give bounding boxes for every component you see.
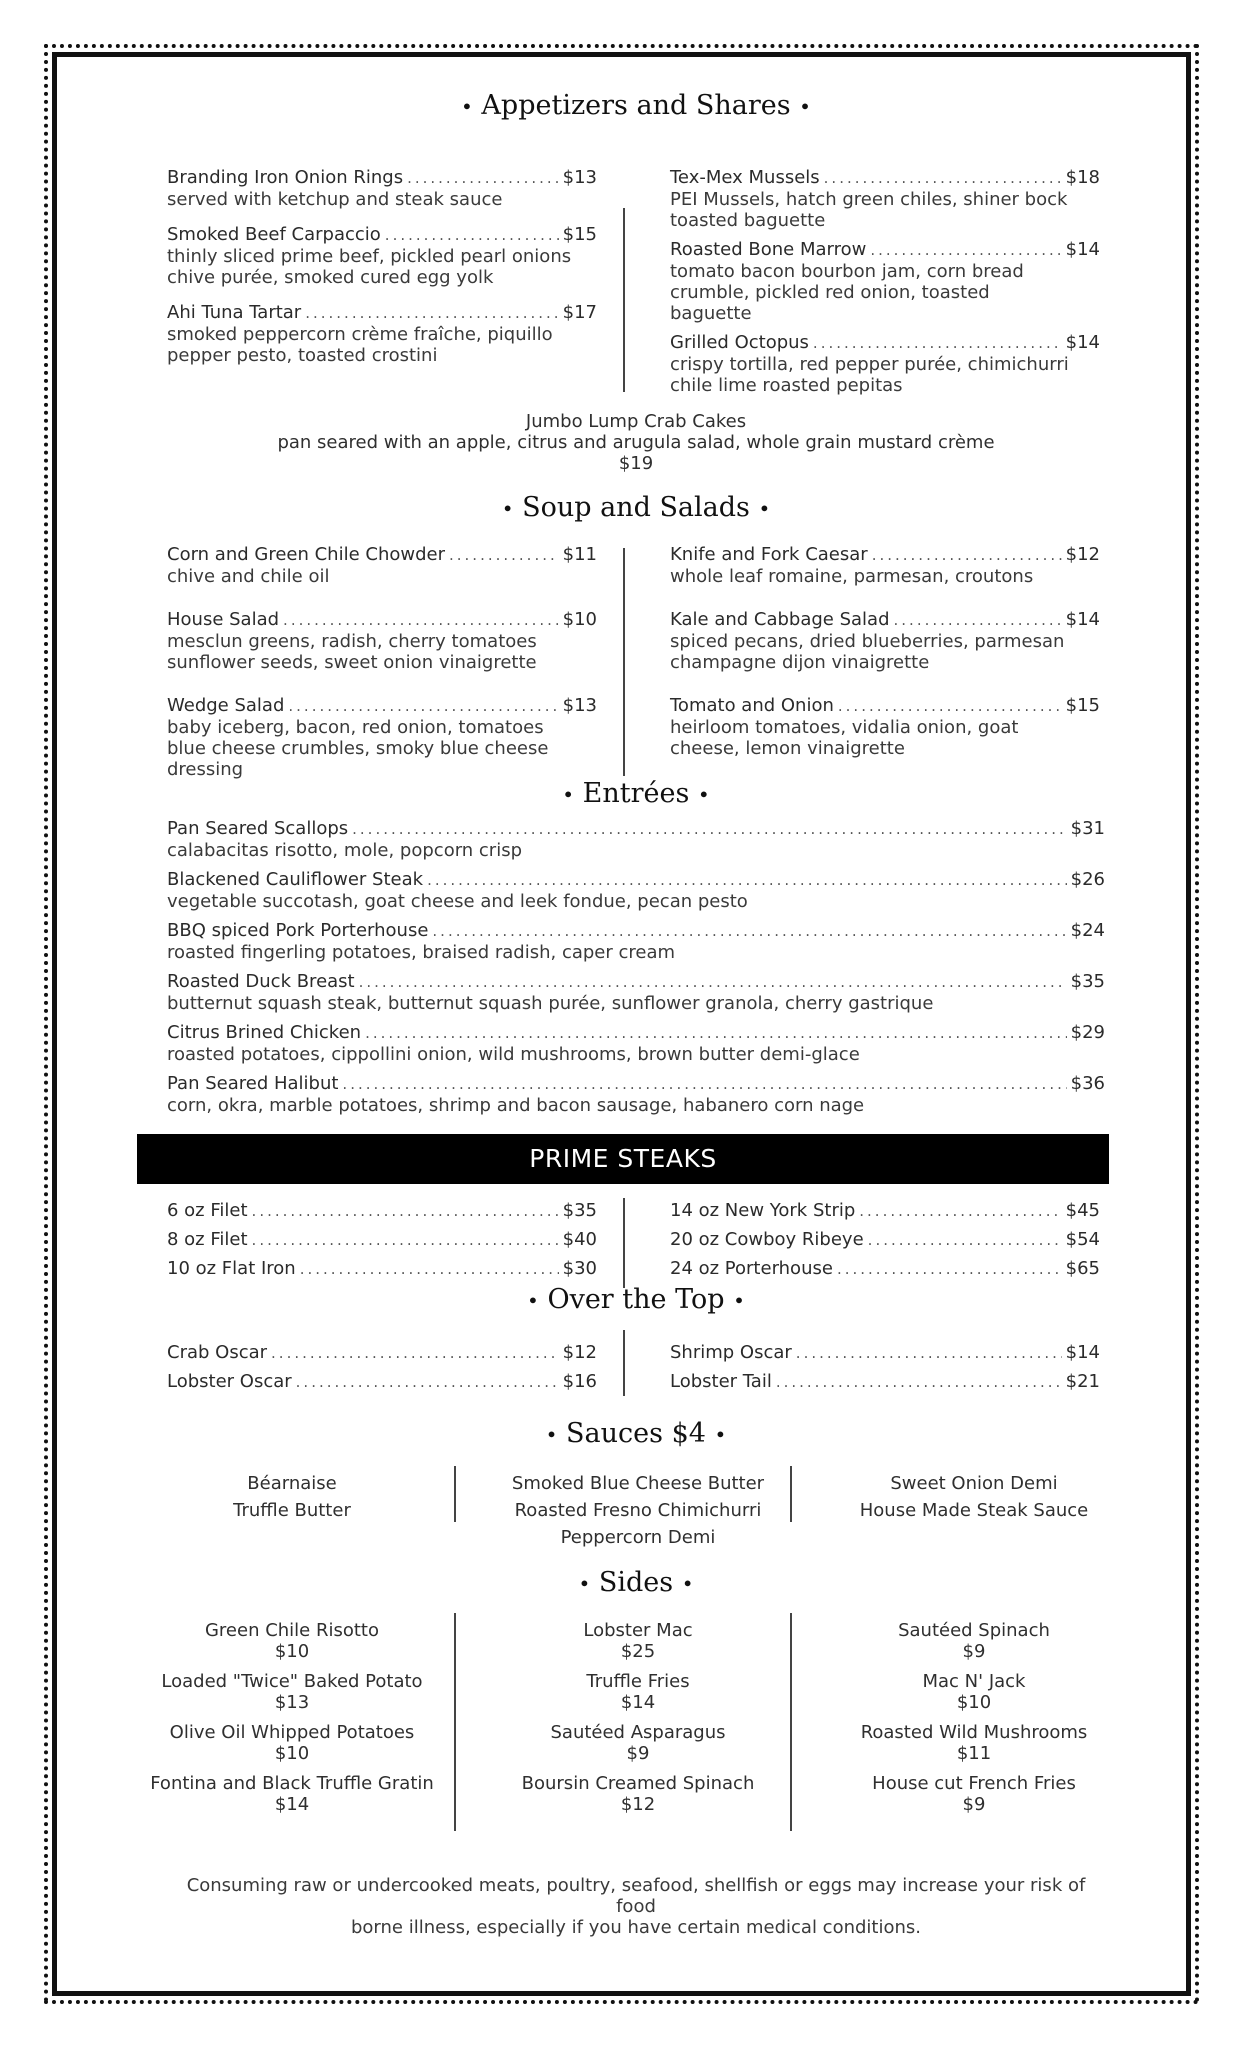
section-title-over-the-top: • Over the Top •: [527, 1284, 745, 1315]
menu-item: [167, 869, 1105, 912]
item-name: Smoked Beef Carpaccio: [167, 224, 381, 245]
side-price: $9: [962, 1794, 986, 1815]
menu-item-line: [670, 695, 1100, 717]
dot-leader: [252, 1229, 559, 1251]
item-price: $29: [1070, 1022, 1105, 1043]
item-name: Kale and Cabbage Salad: [670, 609, 890, 630]
sauce-item: Sweet Onion Demi: [890, 1473, 1058, 1494]
item-name: Branding Iron Onion Rings: [167, 167, 404, 188]
dot-leader: [449, 544, 559, 566]
dot-leader: [365, 1022, 1067, 1044]
section-title-entrees: • Entrées •: [562, 778, 710, 809]
menu-item: [167, 920, 1105, 963]
dot-leader: [305, 302, 558, 324]
item-price: $21: [1065, 1371, 1100, 1392]
item-price: $16: [562, 1371, 597, 1392]
item-price: $15: [1065, 695, 1100, 716]
item-description: mesclun greens, radish, cherry tomatoes: [167, 631, 537, 652]
dot-leader: [872, 544, 1062, 566]
side-name: Sautéed Spinach: [898, 1620, 1050, 1641]
item-description: sunflower seeds, sweet onion vinaigrette: [167, 652, 537, 673]
dot-leader: [252, 1200, 559, 1222]
dot-leader: [283, 609, 559, 631]
menu-item-line: [167, 609, 597, 631]
item-name: Pan Seared Scallops: [167, 818, 349, 839]
menu-item: [670, 609, 1100, 673]
sides-column-2: [483, 1620, 793, 1824]
feature-crab-cakes: [167, 411, 1105, 474]
item-description: baguette: [670, 303, 752, 324]
dot-leader: [813, 332, 1062, 354]
item-price: $12: [562, 1342, 597, 1363]
side-price: $12: [620, 1794, 656, 1815]
menu-item: [670, 332, 1100, 396]
menu-item-line: [167, 818, 1105, 840]
item-price: $12: [1065, 544, 1100, 565]
item-description: dressing: [167, 759, 244, 780]
item-price: $13: [562, 695, 597, 716]
dot-leader: [407, 167, 559, 189]
side-item: [819, 1620, 1129, 1662]
menu-item-line: [670, 1229, 1100, 1251]
menu-item: [670, 695, 1100, 759]
menu-item: [167, 1258, 597, 1280]
item-name: Shrimp Oscar: [670, 1342, 792, 1363]
item-description: chile lime roasted pepitas: [670, 375, 903, 396]
menu-item: [167, 695, 597, 780]
menu-item-line: [670, 1342, 1100, 1364]
item-description: champagne dijon vinaigrette: [670, 652, 930, 673]
item-name: Crab Oscar: [167, 1342, 268, 1363]
menu-item-line: [167, 971, 1105, 993]
dot-leader: [894, 609, 1062, 631]
item-price: $11: [562, 544, 597, 565]
item-price: $18: [1065, 167, 1100, 188]
item-name: Tomato and Onion: [670, 695, 834, 716]
menu-item-line: [670, 1200, 1100, 1222]
menu-item-line: [167, 544, 597, 566]
side-price: $10: [274, 1641, 310, 1662]
item-name: Corn and Green Chile Chowder: [167, 544, 445, 565]
menu-item-line: [670, 239, 1100, 261]
menu-page: [150, 0, 1105, 2048]
item-price: $13: [562, 167, 597, 188]
item-price: $35: [1070, 971, 1105, 992]
side-item: [819, 1773, 1129, 1815]
item-price: $30: [562, 1258, 597, 1279]
item-description: calabacitas risotto, mole, popcorn crisp: [167, 840, 523, 861]
menu-item: [167, 167, 597, 210]
side-name: House cut French Fries: [872, 1773, 1076, 1794]
section-title-sides: • Sides •: [578, 1567, 694, 1598]
side-name: Lobster Mac: [583, 1620, 693, 1641]
side-price: $14: [274, 1794, 310, 1815]
side-item: [483, 1722, 793, 1764]
steaks-right-column: [670, 1200, 1100, 1287]
side-name: Mac N' Jack: [922, 1671, 1026, 1692]
item-description: roasted potatoes, cippollini onion, wild mushrooms, brown butter demi-glace: [167, 1044, 860, 1065]
menu-item-line: [167, 1022, 1105, 1044]
side-item: [483, 1671, 793, 1713]
item-description: smoked peppercorn crème fraîche, piquillo: [167, 324, 553, 345]
menu-item: [670, 1371, 1100, 1393]
menu-item-line: [167, 695, 597, 717]
column-divider: [623, 548, 625, 776]
item-price: $14: [1065, 1342, 1100, 1363]
sauce-item: Smoked Blue Cheese Butter: [511, 1473, 765, 1494]
menu-item: [167, 302, 597, 366]
item-description: tomato bacon bourbon jam, corn bread: [670, 261, 1024, 282]
item-description: chive and chile oil: [167, 566, 330, 587]
item-name: Knife and Fork Caesar: [670, 544, 868, 565]
item-price: $10: [562, 609, 597, 630]
side-price: $10: [274, 1743, 310, 1764]
item-price: $45: [1065, 1200, 1100, 1221]
item-name: Blackened Cauliflower Steak: [167, 869, 424, 890]
menu-item-line: [167, 1073, 1105, 1095]
section-title-soups: • Soup and Salads •: [501, 492, 771, 523]
food-safety-notice: [167, 1875, 1105, 1938]
side-name: Truffle Fries: [586, 1671, 690, 1692]
side-price: $9: [626, 1743, 650, 1764]
sauce-item: Roasted Fresno Chimichurri: [514, 1500, 762, 1521]
dot-leader: [859, 1200, 1061, 1222]
side-name: Loaded "Twice" Baked Potato: [161, 1671, 423, 1692]
menu-item: [167, 544, 597, 587]
side-item: [819, 1722, 1129, 1764]
item-price: $15: [562, 224, 597, 245]
item-price: $36: [1070, 1073, 1105, 1094]
menu-item-line: [167, 167, 597, 189]
item-description: toasted baguette: [670, 210, 826, 231]
side-price: $9: [962, 1641, 986, 1662]
dot-leader: [385, 224, 559, 246]
dot-leader: [776, 1371, 1062, 1393]
item-price: $14: [1065, 609, 1100, 630]
dot-leader: [288, 695, 558, 717]
menu-item: [670, 1229, 1100, 1251]
appetizers-left-column: [167, 167, 597, 380]
dot-leader: [296, 1371, 559, 1393]
side-item: [483, 1773, 793, 1815]
item-price: $65: [1065, 1258, 1100, 1279]
side-item: [483, 1620, 793, 1662]
column-divider: [454, 1466, 456, 1522]
item-name: Roasted Duck Breast: [167, 971, 355, 992]
item-name: BBQ spiced Pork Porterhouse: [167, 920, 429, 941]
menu-item: [167, 1200, 597, 1222]
item-description: crumble, pickled red onion, toasted: [670, 282, 990, 303]
side-item: [137, 1773, 447, 1815]
column-divider: [623, 1198, 625, 1288]
side-name: Green Chile Risotto: [204, 1620, 380, 1641]
sauce-item: House Made Steak Sauce: [859, 1500, 1089, 1521]
prime-steaks-banner: PRIME STEAKS: [137, 1134, 1109, 1184]
item-price: $35: [562, 1200, 597, 1221]
item-name: Ahi Tuna Tartar: [167, 302, 302, 323]
column-divider: [454, 1613, 456, 1831]
item-name: 6 oz Filet: [167, 1200, 248, 1221]
item-price: $54: [1065, 1229, 1100, 1250]
column-divider: [790, 1613, 792, 1831]
item-name: Lobster Oscar: [167, 1371, 292, 1392]
item-name: Citrus Brined Chicken: [167, 1022, 362, 1043]
sauces-column-3: [819, 1470, 1129, 1524]
menu-item: [670, 1200, 1100, 1222]
menu-item: [670, 167, 1100, 231]
menu-item: [167, 818, 1105, 861]
item-name: 10 oz Flat Iron: [167, 1258, 296, 1279]
menu-item: [167, 1229, 597, 1251]
menu-item-line: [167, 224, 597, 246]
side-price: $14: [620, 1692, 656, 1713]
menu-item-line: [670, 609, 1100, 631]
column-divider: [623, 208, 625, 392]
item-name: Lobster Tail: [670, 1371, 772, 1392]
side-name: Roasted Wild Mushrooms: [860, 1722, 1088, 1743]
menu-item: [670, 1342, 1100, 1364]
side-item: [137, 1620, 447, 1662]
menu-item: [167, 1342, 597, 1364]
notice-line: borne illness, especially if you have certain medical conditions.: [350, 1917, 921, 1938]
item-name: Wedge Salad: [167, 695, 285, 716]
item-description: whole leaf romaine, parmesan, croutons: [670, 566, 1034, 587]
side-name: Fontina and Black Truffle Gratin: [150, 1773, 434, 1794]
over-top-right-column: [670, 1342, 1100, 1400]
dot-leader: [824, 167, 1062, 189]
side-price: $10: [956, 1692, 992, 1713]
item-description: crispy tortilla, red pepper purée, chimichurri: [670, 354, 1069, 375]
item-price: $14: [1065, 332, 1100, 353]
item-name: Grilled Octopus: [670, 332, 809, 353]
menu-item-line: [167, 920, 1105, 942]
item-description: chive purée, smoked cured egg yolk: [167, 267, 494, 288]
item-name: Tex-Mex Mussels: [670, 167, 820, 188]
steaks-left-column: [167, 1200, 597, 1287]
item-name: House Salad: [167, 609, 280, 630]
menu-item: [167, 224, 597, 288]
menu-item-line: [167, 1200, 597, 1222]
item-name: Roasted Bone Marrow: [670, 239, 867, 260]
dot-leader: [432, 920, 1066, 942]
sauces-column-2: [483, 1470, 793, 1551]
menu-item-line: [670, 1371, 1100, 1393]
feature-name: Jumbo Lump Crab Cakes: [525, 411, 747, 432]
item-price: $14: [1065, 239, 1100, 260]
notice-line: Consuming raw or undercooked meats, poultry, seafood, shellfish or eggs may increase your risk of food: [186, 1875, 1086, 1917]
dot-leader: [837, 1258, 1062, 1280]
item-price: $24: [1070, 920, 1105, 941]
section-title-appetizers: • Appetizers and Shares •: [461, 90, 811, 121]
sauce-item: Peppercorn Demi: [560, 1527, 716, 1548]
section-title-sauces: • Sauces $4 •: [545, 1418, 727, 1449]
column-divider: [623, 1330, 625, 1396]
sauce-item: Béarnaise: [247, 1473, 337, 1494]
menu-item: [670, 544, 1100, 587]
feature-desc: pan seared with an apple, citrus and arugula salad, whole grain mustard crème: [277, 432, 995, 453]
menu-item-line: [670, 1258, 1100, 1280]
side-name: Sautéed Asparagus: [550, 1722, 726, 1743]
item-name: 24 oz Porterhouse: [670, 1258, 833, 1279]
dot-leader: [300, 1258, 559, 1280]
menu-item-line: [670, 332, 1100, 354]
item-description: served with ketchup and steak sauce: [167, 189, 503, 210]
soups-left-column: [167, 544, 597, 802]
item-description: vegetable succotash, goat cheese and leek fondue, pecan pesto: [167, 891, 748, 912]
entrees-list: [167, 818, 1105, 1124]
menu-item-line: [167, 1371, 597, 1393]
sauces-column-1: [137, 1470, 447, 1524]
item-name: 20 oz Cowboy Ribeye: [670, 1229, 864, 1250]
item-description: pepper pesto, toasted crostini: [167, 345, 438, 366]
side-price: $25: [620, 1641, 656, 1662]
feature-price: $19: [618, 453, 654, 474]
dot-leader: [271, 1342, 559, 1364]
menu-item: [167, 1022, 1105, 1065]
menu-item-line: [167, 1342, 597, 1364]
dot-leader: [870, 239, 1061, 261]
side-price: $11: [956, 1743, 992, 1764]
side-price: $13: [274, 1692, 310, 1713]
menu-item-line: [167, 1258, 597, 1280]
item-description: thinly sliced prime beef, pickled pearl onions: [167, 246, 572, 267]
item-description: butternut squash steak, butternut squash purée, sunflower granola, cherry gastrique: [167, 993, 934, 1014]
side-name: Boursin Creamed Spinach: [521, 1773, 755, 1794]
item-description: roasted fingerling potatoes, braised radish, caper cream: [167, 942, 676, 963]
item-name: Pan Seared Halibut: [167, 1073, 339, 1094]
menu-item-line: [167, 302, 597, 324]
item-description: baby iceberg, bacon, red onion, tomatoes: [167, 717, 544, 738]
item-price: $17: [562, 302, 597, 323]
menu-item: [167, 609, 597, 673]
item-description: spiced pecans, dried blueberries, parmesan: [670, 631, 1065, 652]
item-price: $26: [1070, 869, 1105, 890]
menu-item: [167, 971, 1105, 1014]
menu-item: [670, 239, 1100, 324]
soups-right-column: [670, 544, 1100, 781]
dot-leader: [359, 971, 1067, 993]
item-description: corn, okra, marble potatoes, shrimp and bacon sausage, habanero corn nage: [167, 1095, 865, 1116]
sides-column-3: [819, 1620, 1129, 1824]
dot-leader: [427, 869, 1067, 891]
item-description: heirloom tomatoes, vidalia onion, goat: [670, 717, 1019, 738]
item-description: blue cheese crumbles, smoky blue cheese: [167, 738, 549, 759]
dot-leader: [868, 1229, 1062, 1251]
dot-leader: [796, 1342, 1062, 1364]
sides-column-1: [137, 1620, 447, 1824]
side-item: [137, 1671, 447, 1713]
appetizers-right-column: [670, 167, 1100, 404]
dot-leader: [838, 695, 1062, 717]
over-top-left-column: [167, 1342, 597, 1400]
dot-leader: [352, 818, 1067, 840]
side-item: [137, 1722, 447, 1764]
sauce-item: Truffle Butter: [233, 1500, 351, 1521]
menu-item-line: [167, 1229, 597, 1251]
dot-leader: [342, 1073, 1066, 1095]
item-name: 14 oz New York Strip: [670, 1200, 856, 1221]
menu-item-line: [670, 544, 1100, 566]
side-name: Olive Oil Whipped Potatoes: [169, 1722, 415, 1743]
item-price: $40: [562, 1229, 597, 1250]
menu-item-line: [670, 167, 1100, 189]
item-description: cheese, lemon vinaigrette: [670, 738, 905, 759]
column-divider: [790, 1466, 792, 1522]
side-item: [819, 1671, 1129, 1713]
menu-item: [670, 1258, 1100, 1280]
item-price: $31: [1070, 818, 1105, 839]
item-name: 8 oz Filet: [167, 1229, 248, 1250]
menu-item: [167, 1073, 1105, 1116]
item-description: PEI Mussels, hatch green chiles, shiner bock: [670, 189, 1068, 210]
menu-item: [167, 1371, 597, 1393]
menu-item-line: [167, 869, 1105, 891]
